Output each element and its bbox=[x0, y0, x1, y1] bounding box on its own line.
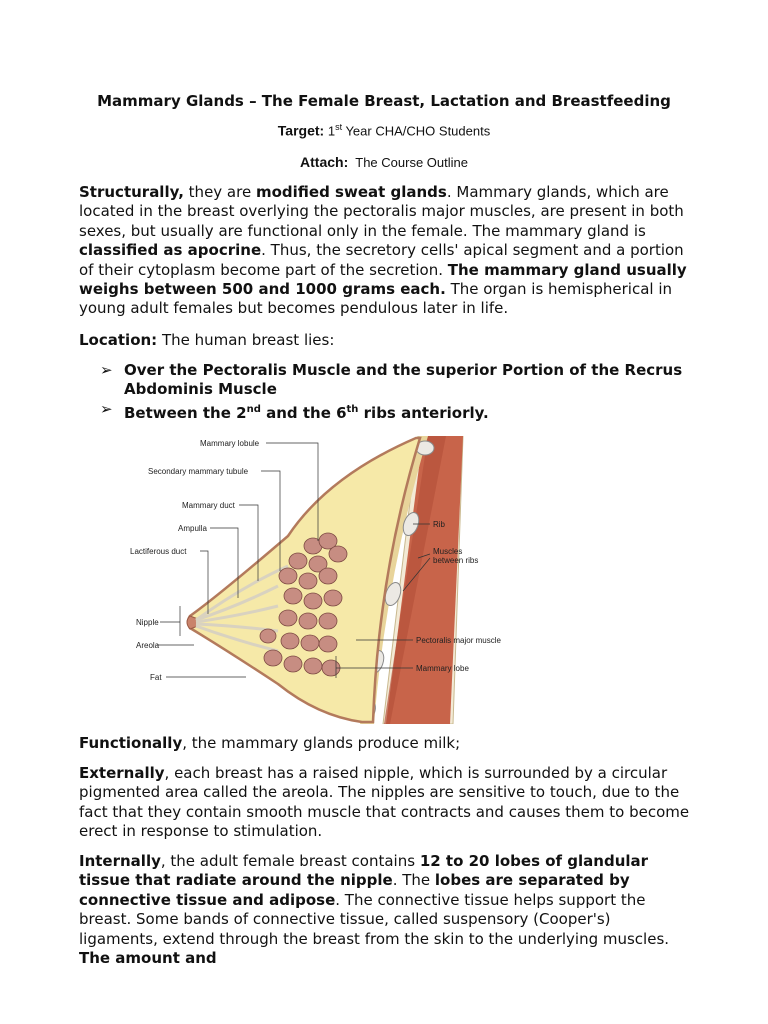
arrow-bullet-icon: ➢ bbox=[100, 399, 113, 418]
internally-bold-amount: The amount and bbox=[79, 949, 217, 968]
page-title: Mammary Glands – The Female Breast, Lactation and Breastfeeding bbox=[97, 92, 671, 110]
target-line bbox=[0, 122, 768, 138]
target-year-sup: st bbox=[335, 122, 343, 132]
location-text: The human breast lies: bbox=[157, 331, 335, 349]
attach-label: Attach: bbox=[300, 154, 349, 170]
attach-text: The Course Outline bbox=[355, 155, 468, 170]
lobule bbox=[301, 635, 319, 651]
internally-bold-lobes: 12 to 20 lobes of glandular tissue that radiate around the nipple bbox=[79, 852, 649, 890]
functionally-text: , the mammary glands produce milk; bbox=[182, 734, 461, 752]
structure-text-2: . Mammary glands, which are located in the breast overlying the pectoralis major muscles, are present in both sexes, but usually are functional only in the female. The mammary gland is bbox=[79, 183, 684, 240]
lobule bbox=[284, 656, 302, 672]
lobule bbox=[279, 568, 297, 584]
label-fat: Fat bbox=[150, 673, 162, 682]
label-areola: Areola bbox=[136, 641, 160, 650]
lobule bbox=[281, 633, 299, 649]
target-label: Target: bbox=[277, 122, 325, 139]
target-year-num: 1 bbox=[327, 123, 336, 139]
label-mammary-lobe: Mammary lobe bbox=[416, 664, 469, 673]
bullet-sup-th: th bbox=[346, 403, 359, 415]
bullet-sup-nd: nd bbox=[246, 403, 261, 415]
internally-text-1: , the adult female breast contains bbox=[160, 852, 420, 870]
arrow-bullet-icon: ➢ bbox=[100, 361, 113, 379]
bullet-text-2b: and the 6 bbox=[260, 403, 347, 422]
label-muscles-between-ribs-1: Muscles bbox=[433, 547, 463, 556]
structure-bold-sweat-glands: modified sweat glands bbox=[255, 183, 447, 201]
lobule bbox=[289, 553, 307, 569]
lobule bbox=[329, 546, 347, 562]
functionally-label: Functionally bbox=[79, 734, 183, 752]
internally-label: Internally bbox=[79, 852, 161, 870]
structure-bold-weight: The mammary gland usually weighs between 500 and 1000 grams each. bbox=[79, 260, 687, 299]
internally-text-3: . The connective tissue helps support the breast. Some bands of connective tissue, called suspensory (Cooper's) ligaments, extend through the breast from the skin to the underlying muscles. bbox=[79, 890, 670, 948]
bullet-item bbox=[100, 400, 700, 423]
externally-text: , each breast has a raised nipple, which is surrounded by a circular pigmented area called the areola. The nipples are sensitive to touch, due to the fact that they contain smooth muscle that contracts and causes them to become erect in response to stimulation. bbox=[79, 764, 690, 841]
label-mammary-lobule: Mammary lobule bbox=[200, 439, 260, 448]
label-mammary-duct: Mammary duct bbox=[182, 501, 235, 510]
lobule bbox=[299, 573, 317, 589]
lobule bbox=[299, 613, 317, 629]
lobule bbox=[279, 610, 297, 626]
lobule bbox=[284, 588, 302, 604]
lobule bbox=[264, 650, 282, 666]
structure-text-4: The organ is hemispherical in young adult females but becomes pendulous later in life. bbox=[79, 280, 673, 318]
label-lactiferous-duct: Lactiferous duct bbox=[130, 547, 187, 556]
attach-line bbox=[0, 154, 768, 170]
location-label: Location: bbox=[79, 331, 158, 349]
bullet-text-2c: ribs anteriorly. bbox=[358, 403, 489, 422]
label-pectoralis-major: Pectoralis major muscle bbox=[416, 636, 501, 645]
lobule bbox=[319, 568, 337, 584]
structure-bold-apocrine: classified as apocrine bbox=[79, 241, 262, 260]
lobule bbox=[319, 613, 337, 629]
label-rib: Rib bbox=[433, 520, 446, 529]
target-text: Year CHA/CHO Students bbox=[342, 123, 491, 139]
externally-label: Externally bbox=[79, 764, 165, 782]
structure-paragraph bbox=[79, 183, 694, 319]
breast-anatomy-diagram bbox=[128, 436, 518, 724]
structurally-label: Structurally, bbox=[79, 183, 184, 201]
lobule bbox=[319, 636, 337, 652]
label-ampulla: Ampulla bbox=[178, 524, 207, 533]
externally-paragraph bbox=[79, 764, 694, 842]
bullet-text-2a: Between the 2 bbox=[124, 403, 247, 422]
label-muscles-between-ribs-2: between ribs bbox=[433, 556, 479, 565]
structure-text-3: . Thus, the secretory cells' apical segment and a portion of their cytoplasm become part of the secretion. bbox=[79, 241, 684, 279]
bullet-item bbox=[100, 361, 700, 400]
lobule bbox=[304, 658, 322, 674]
label-secondary-tubule: Secondary mammary tubule bbox=[148, 467, 249, 476]
lobule bbox=[260, 629, 276, 643]
location-paragraph bbox=[79, 331, 694, 350]
lobule bbox=[324, 590, 342, 606]
label-nipple: Nipple bbox=[136, 618, 159, 627]
structure-text-1: they are bbox=[183, 183, 256, 201]
lobule bbox=[304, 593, 322, 609]
internally-text-2: . The bbox=[392, 871, 435, 890]
functionally-paragraph bbox=[79, 734, 694, 753]
bullet-text-1: Over the Pectoralis Muscle and the superior Portion of the Recrus Abdominis Muscle bbox=[124, 361, 683, 399]
location-bullet-list bbox=[100, 361, 700, 423]
internally-paragraph bbox=[79, 852, 694, 968]
internally-bold-separated: lobes are separated by connective tissue and adipose bbox=[79, 871, 630, 909]
